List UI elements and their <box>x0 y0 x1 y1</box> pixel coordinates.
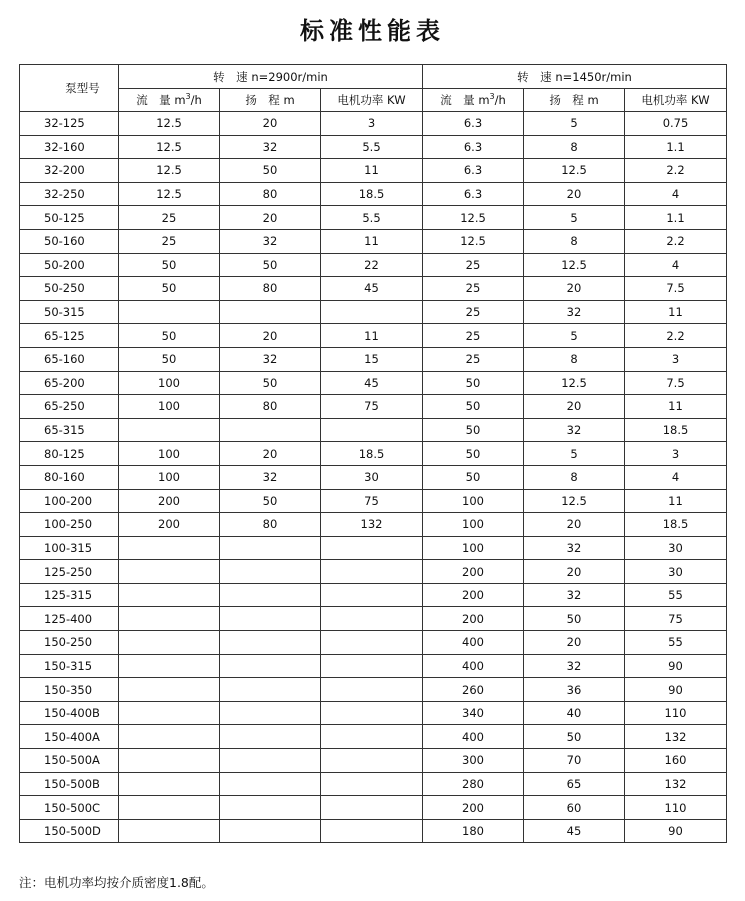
flow-1450-cell: 100 <box>423 536 524 560</box>
table-row <box>20 395 727 419</box>
head-2900-cell: 50 <box>220 159 321 183</box>
model-cell: 150-315 <box>20 654 119 678</box>
head-2900-cell: 20 <box>220 442 321 466</box>
table-row <box>20 701 727 725</box>
flow-1450-cell: 6.3 <box>423 112 524 136</box>
flow-unit-suffix: /h <box>494 93 506 107</box>
flow-2900-cell <box>119 796 220 820</box>
model-cell: 150-350 <box>20 678 119 702</box>
power-1450-cell: 132 <box>625 772 727 796</box>
flow-2900-cell <box>119 536 220 560</box>
flow-1450-cell: 100 <box>423 489 524 513</box>
power-2900-cell: 75 <box>321 395 423 419</box>
flow-2900-cell: 100 <box>119 395 220 419</box>
table-row <box>20 772 727 796</box>
model-cell: 32-200 <box>20 159 119 183</box>
flow-2900-cell <box>119 749 220 773</box>
model-cell: 100-250 <box>20 513 119 537</box>
table-row <box>20 277 727 301</box>
flow-2900-cell <box>119 654 220 678</box>
model-cell: 150-250 <box>20 631 119 655</box>
power-2900-cell: 5.5 <box>321 135 423 159</box>
power-2900-cell: 75 <box>321 489 423 513</box>
head-1450-cell: 50 <box>524 725 625 749</box>
table-row <box>20 347 727 371</box>
head-1450-cell: 8 <box>524 347 625 371</box>
flow-2900-cell <box>119 560 220 584</box>
flow-1450-cell: 340 <box>423 701 524 725</box>
head-1450-cell: 50 <box>524 607 625 631</box>
model-cell: 80-160 <box>20 465 119 489</box>
flow-1450-cell: 200 <box>423 583 524 607</box>
flow-1450-cell: 25 <box>423 300 524 324</box>
power-1450-cell: 2.2 <box>625 324 727 348</box>
power-2900-cell: 30 <box>321 465 423 489</box>
power-2900-cell: 11 <box>321 229 423 253</box>
head-2900-cell: 32 <box>220 229 321 253</box>
table-row <box>20 135 727 159</box>
power-2900-cell: 3 <box>321 112 423 136</box>
head-1450-cell: 36 <box>524 678 625 702</box>
flow-2900-cell: 50 <box>119 324 220 348</box>
table-row <box>20 583 727 607</box>
power-1450-cell: 132 <box>625 725 727 749</box>
head-1450-cell: 12.5 <box>524 489 625 513</box>
power-1450-cell: 90 <box>625 678 727 702</box>
flow-1450-cell: 25 <box>423 347 524 371</box>
flow-label: 流 量 m <box>440 93 490 107</box>
power-2900-cell <box>321 607 423 631</box>
head-header-1450: 扬 程 m <box>524 89 625 112</box>
head-2900-cell: 20 <box>220 206 321 230</box>
head-2900-cell <box>220 418 321 442</box>
head-2900-cell <box>220 536 321 560</box>
performance-table <box>19 64 727 843</box>
head-1450-cell: 32 <box>524 654 625 678</box>
flow-1450-cell: 280 <box>423 772 524 796</box>
table-row <box>20 418 727 442</box>
power-2900-cell <box>321 749 423 773</box>
head-1450-cell: 40 <box>524 701 625 725</box>
flow-2900-cell: 100 <box>119 465 220 489</box>
flow-1450-cell: 50 <box>423 371 524 395</box>
flow-2900-cell <box>119 583 220 607</box>
head-2900-cell: 80 <box>220 277 321 301</box>
head-2900-cell: 32 <box>220 135 321 159</box>
flow-1450-cell: 25 <box>423 277 524 301</box>
flow-header-1450 <box>423 89 524 112</box>
head-2900-cell <box>220 725 321 749</box>
power-1450-cell: 7.5 <box>625 277 727 301</box>
model-cell: 150-500A <box>20 749 119 773</box>
table-row <box>20 112 727 136</box>
head-1450-cell: 70 <box>524 749 625 773</box>
head-2900-cell <box>220 607 321 631</box>
flow-2900-cell <box>119 678 220 702</box>
table-row <box>20 819 727 843</box>
flow-2900-cell <box>119 607 220 631</box>
flow-2900-cell: 50 <box>119 253 220 277</box>
head-1450-cell: 65 <box>524 772 625 796</box>
head-2900-cell: 20 <box>220 324 321 348</box>
head-1450-cell: 8 <box>524 465 625 489</box>
power-2900-cell: 15 <box>321 347 423 371</box>
model-cell: 150-500D <box>20 819 119 843</box>
head-2900-cell: 50 <box>220 489 321 513</box>
flow-2900-cell: 200 <box>119 489 220 513</box>
flow-1450-cell: 200 <box>423 607 524 631</box>
power-2900-cell <box>321 418 423 442</box>
flow-2900-cell: 100 <box>119 371 220 395</box>
power-2900-cell: 11 <box>321 324 423 348</box>
head-1450-cell: 20 <box>524 395 625 419</box>
power-2900-cell <box>321 654 423 678</box>
head-2900-cell <box>220 796 321 820</box>
flow-1450-cell: 6.3 <box>423 159 524 183</box>
head-2900-cell <box>220 749 321 773</box>
power-2900-cell <box>321 796 423 820</box>
flow-2900-cell: 12.5 <box>119 135 220 159</box>
flow-1450-cell: 50 <box>423 418 524 442</box>
table-row <box>20 324 727 348</box>
flow-2900-cell: 12.5 <box>119 112 220 136</box>
table-header <box>20 65 727 112</box>
head-header-2900: 扬 程 m <box>220 89 321 112</box>
power-header-1450: 电机功率 KW <box>625 89 727 112</box>
table-row <box>20 465 727 489</box>
power-1450-cell: 4 <box>625 182 727 206</box>
head-1450-cell: 8 <box>524 229 625 253</box>
head-2900-cell <box>220 678 321 702</box>
model-cell: 50-250 <box>20 277 119 301</box>
power-1450-cell: 1.1 <box>625 135 727 159</box>
power-1450-cell: 4 <box>625 253 727 277</box>
head-1450-cell: 20 <box>524 631 625 655</box>
power-1450-cell: 18.5 <box>625 418 727 442</box>
head-1450-cell: 12.5 <box>524 159 625 183</box>
power-1450-cell: 11 <box>625 489 727 513</box>
table-row <box>20 300 727 324</box>
power-1450-cell: 18.5 <box>625 513 727 537</box>
head-2900-cell: 80 <box>220 513 321 537</box>
flow-header-2900 <box>119 89 220 112</box>
power-1450-cell: 160 <box>625 749 727 773</box>
table-row <box>20 206 727 230</box>
head-2900-cell <box>220 583 321 607</box>
model-cell: 150-400A <box>20 725 119 749</box>
power-1450-cell: 30 <box>625 536 727 560</box>
table-row <box>20 229 727 253</box>
table-row <box>20 796 727 820</box>
head-2900-cell <box>220 772 321 796</box>
power-1450-cell: 110 <box>625 796 727 820</box>
power-2900-cell <box>321 300 423 324</box>
table-row <box>20 442 727 466</box>
flow-1450-cell: 400 <box>423 654 524 678</box>
power-1450-cell: 55 <box>625 583 727 607</box>
flow-unit-suffix: /h <box>190 93 202 107</box>
head-2900-cell <box>220 560 321 584</box>
table-row <box>20 536 727 560</box>
power-1450-cell: 90 <box>625 819 727 843</box>
flow-1450-cell: 12.5 <box>423 229 524 253</box>
power-1450-cell: 0.75 <box>625 112 727 136</box>
flow-label: 流 量 m <box>136 93 186 107</box>
model-cell: 32-160 <box>20 135 119 159</box>
head-2900-cell: 32 <box>220 347 321 371</box>
power-1450-cell: 55 <box>625 631 727 655</box>
power-2900-cell <box>321 678 423 702</box>
speed-1450-header: 转 速 n=1450r/min <box>423 65 727 89</box>
table-row <box>20 560 727 584</box>
speed-2900-header: 转 速 n=2900r/min <box>119 65 423 89</box>
power-2900-cell: 11 <box>321 159 423 183</box>
power-header-2900: 电机功率 KW <box>321 89 423 112</box>
table-row <box>20 371 727 395</box>
flow-2900-cell <box>119 772 220 796</box>
flow-unit-sup: 3 <box>185 92 191 102</box>
table-row <box>20 489 727 513</box>
power-1450-cell: 90 <box>625 654 727 678</box>
flow-1450-cell: 25 <box>423 324 524 348</box>
table-body <box>20 112 727 843</box>
model-cell: 65-250 <box>20 395 119 419</box>
flow-2900-cell <box>119 631 220 655</box>
model-cell: 50-315 <box>20 300 119 324</box>
model-cell: 125-315 <box>20 583 119 607</box>
model-cell: 150-400B <box>20 701 119 725</box>
head-2900-cell <box>220 701 321 725</box>
power-1450-cell: 3 <box>625 442 727 466</box>
power-2900-cell <box>321 772 423 796</box>
flow-2900-cell <box>119 418 220 442</box>
head-1450-cell: 32 <box>524 536 625 560</box>
power-2900-cell <box>321 583 423 607</box>
model-cell: 50-125 <box>20 206 119 230</box>
power-2900-cell <box>321 631 423 655</box>
table-row <box>20 678 727 702</box>
power-2900-cell: 18.5 <box>321 182 423 206</box>
model-cell: 50-200 <box>20 253 119 277</box>
flow-1450-cell: 200 <box>423 796 524 820</box>
model-cell: 65-315 <box>20 418 119 442</box>
head-2900-cell <box>220 819 321 843</box>
power-1450-cell: 4 <box>625 465 727 489</box>
flow-2900-cell <box>119 819 220 843</box>
flow-1450-cell: 260 <box>423 678 524 702</box>
flow-2900-cell: 50 <box>119 347 220 371</box>
head-2900-cell: 50 <box>220 371 321 395</box>
table-row <box>20 159 727 183</box>
power-1450-cell: 30 <box>625 560 727 584</box>
flow-unit-sup: 3 <box>489 92 495 102</box>
flow-2900-cell: 200 <box>119 513 220 537</box>
flow-2900-cell: 12.5 <box>119 159 220 183</box>
flow-1450-cell: 200 <box>423 560 524 584</box>
power-1450-cell: 1.1 <box>625 206 727 230</box>
power-1450-cell: 2.2 <box>625 159 727 183</box>
power-2900-cell <box>321 725 423 749</box>
head-1450-cell: 5 <box>524 206 625 230</box>
page-title: 标准性能表 <box>300 16 445 45</box>
power-2900-cell: 45 <box>321 277 423 301</box>
model-cell: 65-200 <box>20 371 119 395</box>
table-row <box>20 654 727 678</box>
model-cell: 125-250 <box>20 560 119 584</box>
power-2900-cell: 5.5 <box>321 206 423 230</box>
power-2900-cell <box>321 701 423 725</box>
power-2900-cell: 45 <box>321 371 423 395</box>
head-2900-cell: 50 <box>220 253 321 277</box>
flow-1450-cell: 400 <box>423 631 524 655</box>
table-row <box>20 749 727 773</box>
head-1450-cell: 32 <box>524 583 625 607</box>
flow-2900-cell: 100 <box>119 442 220 466</box>
power-2900-cell: 22 <box>321 253 423 277</box>
model-cell: 100-200 <box>20 489 119 513</box>
table-row <box>20 182 727 206</box>
model-cell: 32-250 <box>20 182 119 206</box>
flow-2900-cell: 25 <box>119 206 220 230</box>
head-1450-cell: 20 <box>524 277 625 301</box>
power-1450-cell: 110 <box>625 701 727 725</box>
head-2900-cell: 80 <box>220 182 321 206</box>
flow-2900-cell: 25 <box>119 229 220 253</box>
head-1450-cell: 45 <box>524 819 625 843</box>
model-cell: 100-315 <box>20 536 119 560</box>
model-cell: 65-160 <box>20 347 119 371</box>
flow-1450-cell: 6.3 <box>423 135 524 159</box>
head-1450-cell: 20 <box>524 560 625 584</box>
head-1450-cell: 12.5 <box>524 253 625 277</box>
flow-1450-cell: 100 <box>423 513 524 537</box>
flow-1450-cell: 300 <box>423 749 524 773</box>
model-cell: 150-500B <box>20 772 119 796</box>
flow-1450-cell: 400 <box>423 725 524 749</box>
table-row <box>20 631 727 655</box>
flow-2900-cell: 50 <box>119 277 220 301</box>
flow-2900-cell <box>119 725 220 749</box>
flow-1450-cell: 50 <box>423 442 524 466</box>
power-2900-cell: 132 <box>321 513 423 537</box>
flow-1450-cell: 50 <box>423 395 524 419</box>
head-1450-cell: 8 <box>524 135 625 159</box>
power-2900-cell <box>321 560 423 584</box>
power-1450-cell: 75 <box>625 607 727 631</box>
model-cell: 125-400 <box>20 607 119 631</box>
flow-1450-cell: 25 <box>423 253 524 277</box>
flow-1450-cell: 12.5 <box>423 206 524 230</box>
model-cell: 150-500C <box>20 796 119 820</box>
head-1450-cell: 20 <box>524 513 625 537</box>
head-2900-cell <box>220 631 321 655</box>
head-2900-cell <box>220 300 321 324</box>
head-2900-cell: 80 <box>220 395 321 419</box>
flow-2900-cell <box>119 701 220 725</box>
table-row <box>20 253 727 277</box>
model-cell: 50-160 <box>20 229 119 253</box>
head-1450-cell: 5 <box>524 112 625 136</box>
model-cell: 32-125 <box>20 112 119 136</box>
head-2900-cell <box>220 654 321 678</box>
head-1450-cell: 32 <box>524 418 625 442</box>
power-1450-cell: 11 <box>625 395 727 419</box>
model-cell: 65-125 <box>20 324 119 348</box>
flow-1450-cell: 6.3 <box>423 182 524 206</box>
table-row <box>20 725 727 749</box>
footnote: 注：电机功率均按介质密度1.8配。 <box>19 875 214 890</box>
model-column-header: 泵型号 <box>20 65 119 112</box>
power-2900-cell: 18.5 <box>321 442 423 466</box>
head-1450-cell: 20 <box>524 182 625 206</box>
table-row <box>20 513 727 537</box>
head-1450-cell: 60 <box>524 796 625 820</box>
flow-2900-cell <box>119 300 220 324</box>
power-1450-cell: 7.5 <box>625 371 727 395</box>
flow-1450-cell: 180 <box>423 819 524 843</box>
power-1450-cell: 11 <box>625 300 727 324</box>
model-cell: 80-125 <box>20 442 119 466</box>
flow-1450-cell: 50 <box>423 465 524 489</box>
head-1450-cell: 5 <box>524 324 625 348</box>
table-row <box>20 607 727 631</box>
head-2900-cell: 20 <box>220 112 321 136</box>
power-1450-cell: 3 <box>625 347 727 371</box>
power-2900-cell <box>321 819 423 843</box>
head-1450-cell: 5 <box>524 442 625 466</box>
power-1450-cell: 2.2 <box>625 229 727 253</box>
power-2900-cell <box>321 536 423 560</box>
head-2900-cell: 32 <box>220 465 321 489</box>
flow-2900-cell: 12.5 <box>119 182 220 206</box>
head-1450-cell: 12.5 <box>524 371 625 395</box>
head-1450-cell: 32 <box>524 300 625 324</box>
